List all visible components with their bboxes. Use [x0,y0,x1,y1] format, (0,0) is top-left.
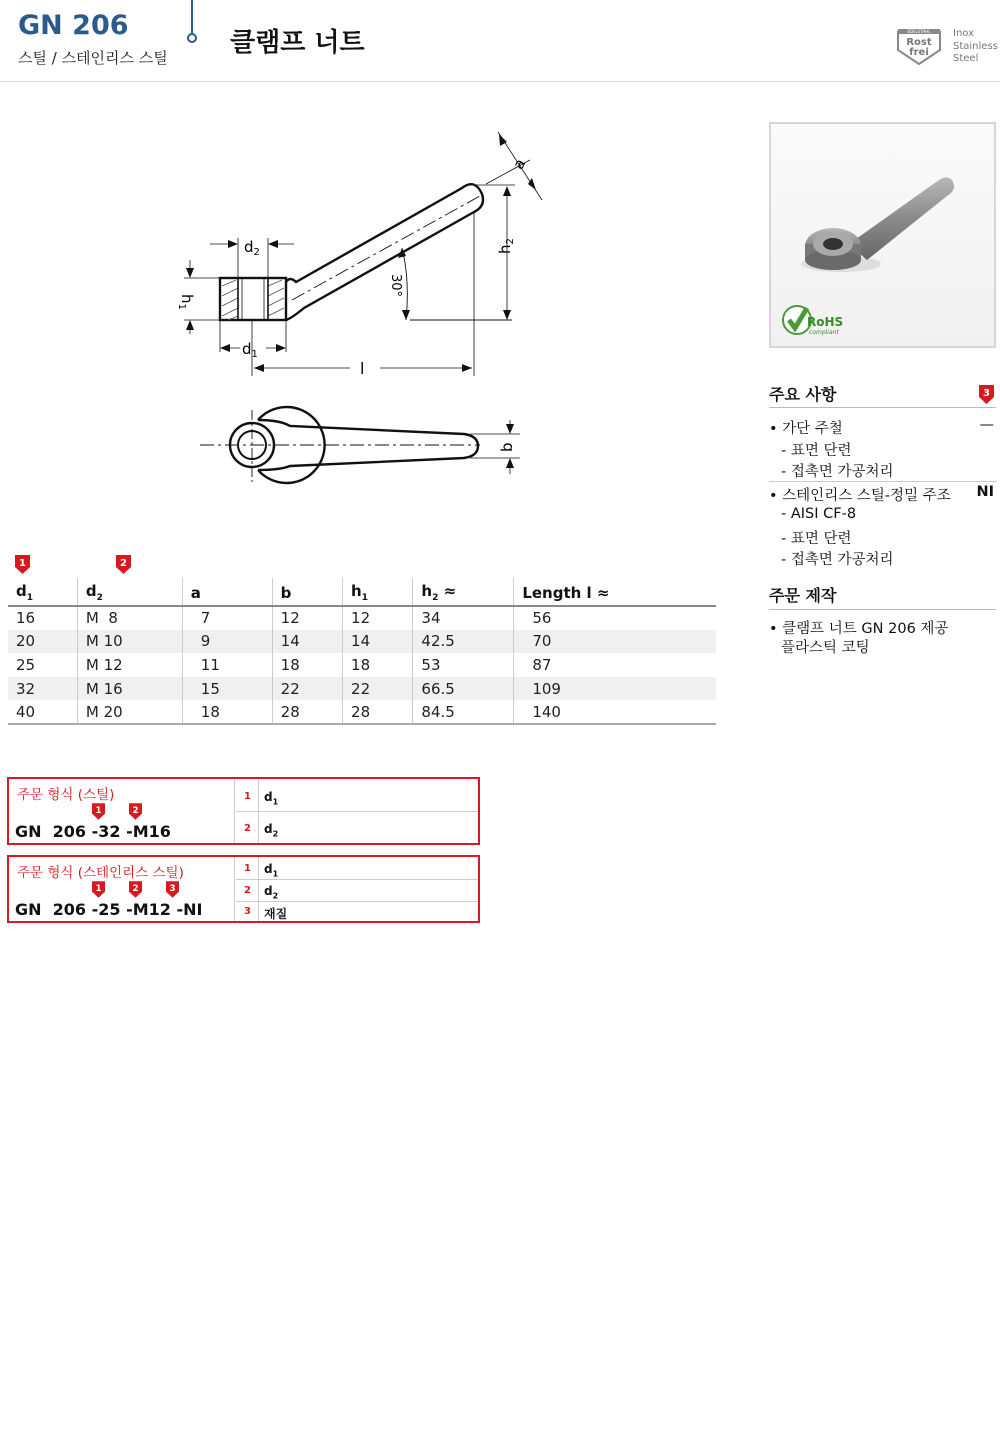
badge-small-text: EDELSTAHL [907,29,931,35]
table-cell: 34 [413,606,514,630]
marker-2-icon [116,555,131,574]
table-cell: 14 [343,630,413,654]
table-cell: 7 [182,606,272,630]
table-cell: 18 [272,653,342,677]
table-cell: 25 [16,655,36,674]
a-label: a [509,155,530,173]
marker-1-icon [15,555,30,574]
svg-text:Rost: Rost [906,37,932,48]
table-cell: M 20 [77,700,182,724]
order-title-steel: 주문 형식 (스틸) [17,787,115,803]
technical-drawing [170,120,550,500]
feature-2-code: NI [976,484,994,500]
svg-text:1: 1 [19,558,26,569]
order2-marker-1-icon [92,881,105,898]
svg-text:1: 1 [95,805,102,816]
angle-label: 30° [388,274,403,298]
header-divider-dot [187,33,197,43]
d2-label: $d_2$ [244,238,260,258]
h2-label: $h_2$ [496,238,516,254]
table-cell: 12 [343,606,413,630]
dimensions-table [8,578,716,725]
table-cell: 32 [8,677,77,701]
table-cell: 18 [182,700,272,724]
order-example-steel [7,777,480,845]
svg-text:3: 3 [169,883,176,894]
order2-row-1: 1 $d_1$ [236,857,478,880]
product-photo [769,122,996,348]
svg-text:2: 2 [120,558,127,569]
b-label: b [498,442,516,452]
header-h2: $h_2$ ≈ [413,578,514,606]
table-cell: 87 [514,653,716,677]
table-cell: 9 [182,630,272,654]
table-cell: M 8 [77,606,182,630]
feature-1-code: — [979,417,994,433]
feature-1-main: • 가단 주철 [769,421,843,437]
d1-label: $d_1$ [242,340,258,360]
feature-2-sub-2: - 표면 단련 [781,531,852,547]
product-code: GN 206 [18,10,129,41]
table-cell: 42.5 [413,630,514,654]
order-code-steel: GN 206 -32 -M16 [15,822,171,841]
svg-text:2: 2 [132,805,139,816]
rohs-sub-label: compliant [809,329,839,336]
table-cell: 14 [272,630,342,654]
feature-1-sub-2: - 접촉면 가공처리 [781,464,894,480]
table-cell: 53 [413,653,514,677]
table-row [8,653,716,677]
order-title-stainless: 주문 형식 (스테인리스 스틸) [17,865,184,881]
table-cell: 28 [343,700,413,724]
product-material: 스틸 / 스테인리스 스틸 [18,49,168,67]
table-cell: 22 [272,677,342,701]
table-cell: 18 [343,653,413,677]
custom-line-2: 플라스틱 코팅 [781,640,870,656]
table-cell: M 16 [77,677,182,701]
table-cell: 140 [514,700,716,724]
header-length: Length l ≈ [514,578,716,606]
table-cell: 84.5 [413,700,514,724]
custom-heading: 주문 제작 [769,586,837,605]
l-label: l [360,359,365,378]
h1-label: $h_1$ [176,294,196,310]
table-cell: 11 [182,653,272,677]
order1-row-1: 1 $d_1$ [236,779,478,812]
svg-text:frei: frei [909,47,929,58]
table-cell: 20 [8,630,77,654]
table-cell: 12 [272,606,342,630]
order1-marker-2-icon [129,803,142,820]
svg-text:1: 1 [95,883,102,894]
table-header-row [8,578,716,606]
table-cell: 109 [514,677,716,701]
table-row [8,677,716,701]
clamp-nut-photo-icon [771,124,994,346]
table-cell: 70 [514,630,716,654]
table-row [8,700,716,724]
rostfrei-shield-icon [896,28,944,66]
feature-1-sub-1: - 표면 단련 [781,443,852,459]
table-cell: 22 [343,677,413,701]
svg-text:3: 3 [983,388,990,399]
order2-marker-3-icon [166,881,179,898]
order2-row-3: 3 재질 [236,902,478,921]
header-d2: $d_2$ [77,578,182,606]
order-code-stainless: GN 206 -25 -M12 -NI [15,900,203,919]
order1-marker-1-icon [92,803,105,820]
header-d1: $d_1$ [8,578,77,606]
table-row [8,630,716,654]
table-cell: 28 [272,700,342,724]
table-cell: M 10 [77,630,182,654]
table-row [8,606,716,630]
badge-description: Inox Stainless Steel [953,28,998,64]
header-h1: $h_1$ [343,578,413,606]
custom-line-1: • 클램프 너트 GN 206 제공 [769,621,949,637]
order-example-stainless [7,855,480,923]
feature-2-main: • 스테인리스 스틸-정밀 주조 [769,488,951,504]
header-b: b [272,578,342,606]
table-cell: 56 [514,606,716,630]
order2-marker-2-icon [129,881,142,898]
product-title: 클램프 너트 [230,28,365,58]
order2-row-2: 2 $d_2$ [236,880,478,902]
table-cell: M 12 [77,653,182,677]
feature-2-sub-3: - 접촉면 가공처리 [781,552,894,568]
feature-2-sub-1: - AISI CF-8 [781,506,857,522]
rohs-label: RoHS [807,315,844,329]
table-cell: 16 [16,609,36,628]
table-cell: 40 [8,700,77,724]
page-header [0,0,1000,82]
table-cell: 15 [182,677,272,701]
header-divider [191,0,193,36]
svg-text:2: 2 [132,883,139,894]
table-cell: 66.5 [413,677,514,701]
features-heading: 주요 사항 [769,385,837,404]
header-a: a [182,578,272,606]
order1-row-2: 2 $d_2$ [236,812,478,843]
marker-3-icon [979,385,994,404]
